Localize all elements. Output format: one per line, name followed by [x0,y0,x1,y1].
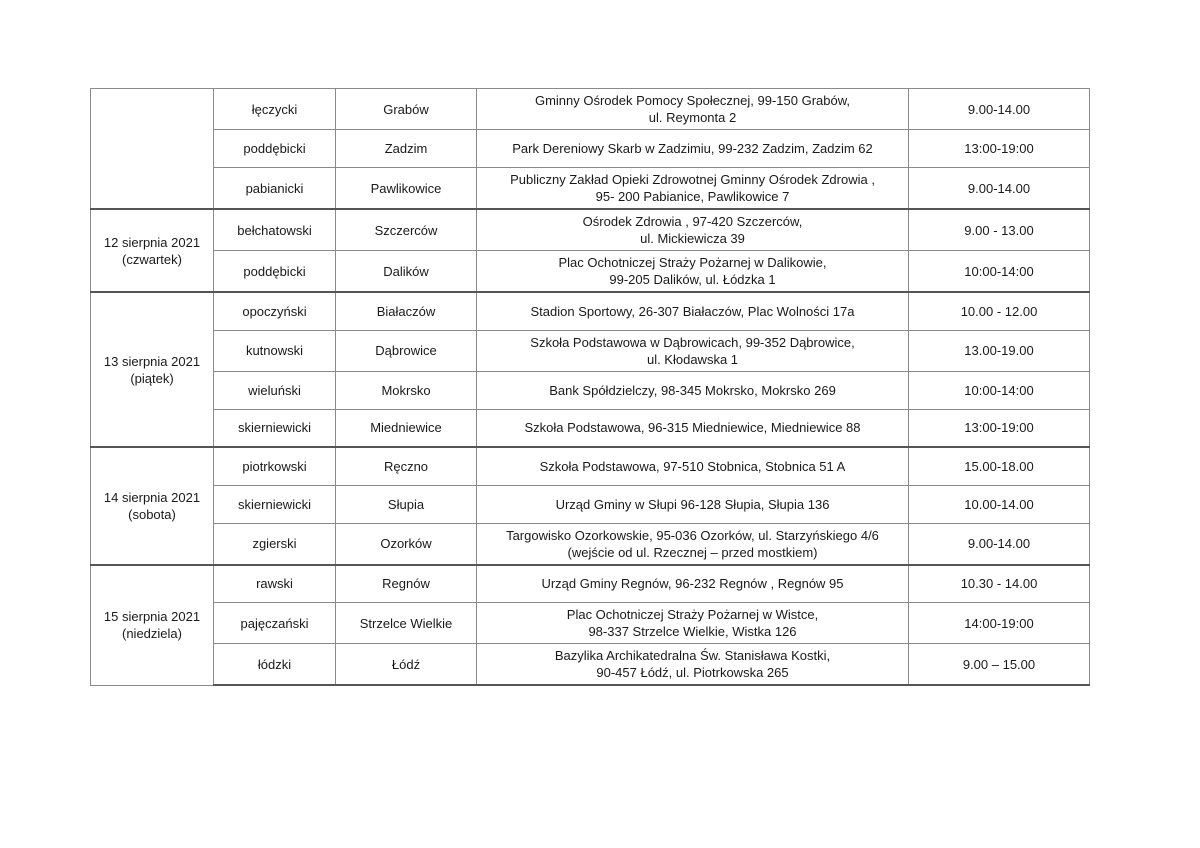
place-line: Urząd Gminy w Słupi 96-128 Słupia, Słupia 136 [555,496,830,512]
gmina-cell: Słupia [336,485,477,523]
weekday-text: (czwartek) [122,251,182,267]
table-row [91,292,1090,330]
place-cell [477,130,909,168]
gmina-cell: Miedniewice [336,409,477,447]
place-line: 90-457 Łódź, ul. Piotrkowska 265 [596,665,789,680]
date-cell [91,565,214,686]
hours-cell: 10:00-14:00 [909,251,1090,293]
hours-cell: 14:00-19:00 [909,603,1090,644]
powiat-cell: łódzki [214,644,336,686]
place-cell [477,644,909,686]
place-line: Szkoła Podstawowa, 96-315 Miedniewice, Miedniewice 88 [524,420,861,436]
place-line: Plac Ochotniczej Straży Pożarnej w Dalikowie, [558,255,827,270]
place-cell [477,371,909,409]
powiat-cell: zgierski [214,523,336,565]
place-line: Publiczny Zakład Opieki Zdrowotnej Gminny Ośrodek Zdrowia , [510,172,875,187]
date-text: 13 sierpnia 2021 [103,353,201,369]
place-line: Plac Ochotniczej Straży Pożarnej w Wistce, [566,607,819,622]
table-row [91,251,1090,293]
place-line: Park Dereniowy Skarb w Zadzimiu, 99-232 Zadzim, Zadzim 62 [512,141,873,156]
date-text: 12 sierpnia 2021 [103,234,201,250]
date-text: 14 sierpnia 2021 [103,489,201,505]
hours-cell: 10.30 - 14.00 [909,565,1090,603]
place-cell [477,168,909,210]
hours-cell: 9.00-14.00 [909,89,1090,130]
table-row [91,485,1090,523]
place-cell [477,603,909,644]
gmina-cell: Strzelce Wielkie [336,603,477,644]
table-row [91,565,1090,603]
place-line: Bazylika Archikatedralna Św. Stanisława Kostki, [554,648,831,663]
place-line: 99-205 Dalików, ul. Łódzka 1 [609,272,776,287]
powiat-cell: poddębicki [214,130,336,168]
place-line: Szkoła Podstawowa w Dąbrowicach, 99-352 Dąbrowice, [530,334,855,350]
place-line: Gminny Ośrodek Pomocy Społecznej, 99-150 Grabów, [534,93,851,108]
hours-cell: 10.00-14.00 [909,485,1090,523]
place-line: ul. Mickiewicza 39 [640,231,745,246]
place-line: 98-337 Strzelce Wielkie, Wistka 126 [588,624,797,639]
place-cell [477,330,909,371]
place-line: ul. Reymonta 2 [648,110,737,125]
table-row [91,330,1090,371]
table-row [91,371,1090,409]
table-row [91,168,1090,210]
gmina-cell: Ozorków [336,523,477,565]
powiat-cell: łęczycki [214,89,336,130]
gmina-cell: Ręczno [336,447,477,485]
gmina-cell: Łódź [336,644,477,686]
place-line: Stadion Sportowy, 26-307 Białaczów, Plac Wolności 17a [530,303,855,319]
gmina-cell: Mokrsko [336,371,477,409]
gmina-cell: Grabów [336,89,477,130]
hours-cell: 13:00-19:00 [909,130,1090,168]
schedule-body [91,89,1090,686]
powiat-cell: rawski [214,565,336,603]
powiat-cell: skierniewicki [214,409,336,447]
date-cell [91,209,214,292]
place-cell [477,565,909,603]
hours-cell: 10:00-14:00 [909,371,1090,409]
table-row [91,603,1090,644]
gmina-cell: Dąbrowice [336,330,477,371]
hours-cell: 15.00-18.00 [909,447,1090,485]
gmina-cell: Dalików [336,251,477,293]
table-row [91,89,1090,130]
powiat-cell: pajęczański [214,603,336,644]
hours-cell: 9.00-14.00 [909,168,1090,210]
place-line: ul. Kłodawska 1 [646,351,739,367]
table-row [91,130,1090,168]
table-row [91,447,1090,485]
table-row [91,209,1090,251]
powiat-cell: piotrkowski [214,447,336,485]
table-row [91,523,1090,565]
weekday-text: (sobota) [128,506,176,522]
date-cell [91,292,214,447]
place-line: Ośrodek Zdrowia , 97-420 Szczerców, [582,214,803,229]
place-cell [477,409,909,447]
place-line: Urząd Gminy Regnów, 96-232 Regnów , Regnów 95 [541,576,844,592]
hours-cell: 9.00-14.00 [909,523,1090,565]
hours-cell: 10.00 - 12.00 [909,292,1090,330]
hours-cell: 9.00 – 15.00 [909,644,1090,686]
date-cell [91,89,214,210]
powiat-cell: kutnowski [214,330,336,371]
powiat-cell: poddębicki [214,251,336,293]
place-line: Szkoła Podstawowa, 97-510 Stobnica, Stobnica 51 A [539,458,846,474]
place-line: 95- 200 Pabianice, Pawlikowice 7 [595,189,790,204]
date-text: 15 sierpnia 2021 [103,609,201,624]
gmina-cell: Zadzim [336,130,477,168]
hours-cell: 9.00 - 13.00 [909,209,1090,251]
gmina-cell: Regnów [336,565,477,603]
schedule-table [90,88,1090,686]
place-line: Bank Spółdzielczy, 98-345 Mokrsko, Mokrsko 269 [549,382,836,398]
powiat-cell: pabianicki [214,168,336,210]
place-cell [477,523,909,565]
place-line: (wejście od ul. Rzecznej – przed mostkiem) [567,544,818,560]
hours-cell: 13:00-19:00 [909,409,1090,447]
place-cell [477,485,909,523]
powiat-cell: skierniewicki [214,485,336,523]
table-row [91,409,1090,447]
place-cell [477,89,909,130]
gmina-cell: Białaczów [336,292,477,330]
place-cell [477,209,909,251]
date-cell [91,447,214,565]
powiat-cell: opoczyński [214,292,336,330]
place-line: Targowisko Ozorkowskie, 95-036 Ozorków, ul. Starzyńskiego 4/6 [506,527,879,543]
place-cell [477,292,909,330]
table-row [91,644,1090,686]
weekday-text: (niedziela) [122,626,182,641]
place-cell [477,251,909,293]
gmina-cell: Pawlikowice [336,168,477,210]
place-cell [477,447,909,485]
powiat-cell: wieluński [214,371,336,409]
hours-cell: 13.00-19.00 [909,330,1090,371]
gmina-cell: Szczerców [336,209,477,251]
weekday-text: (piątek) [130,370,174,386]
powiat-cell: bełchatowski [214,209,336,251]
